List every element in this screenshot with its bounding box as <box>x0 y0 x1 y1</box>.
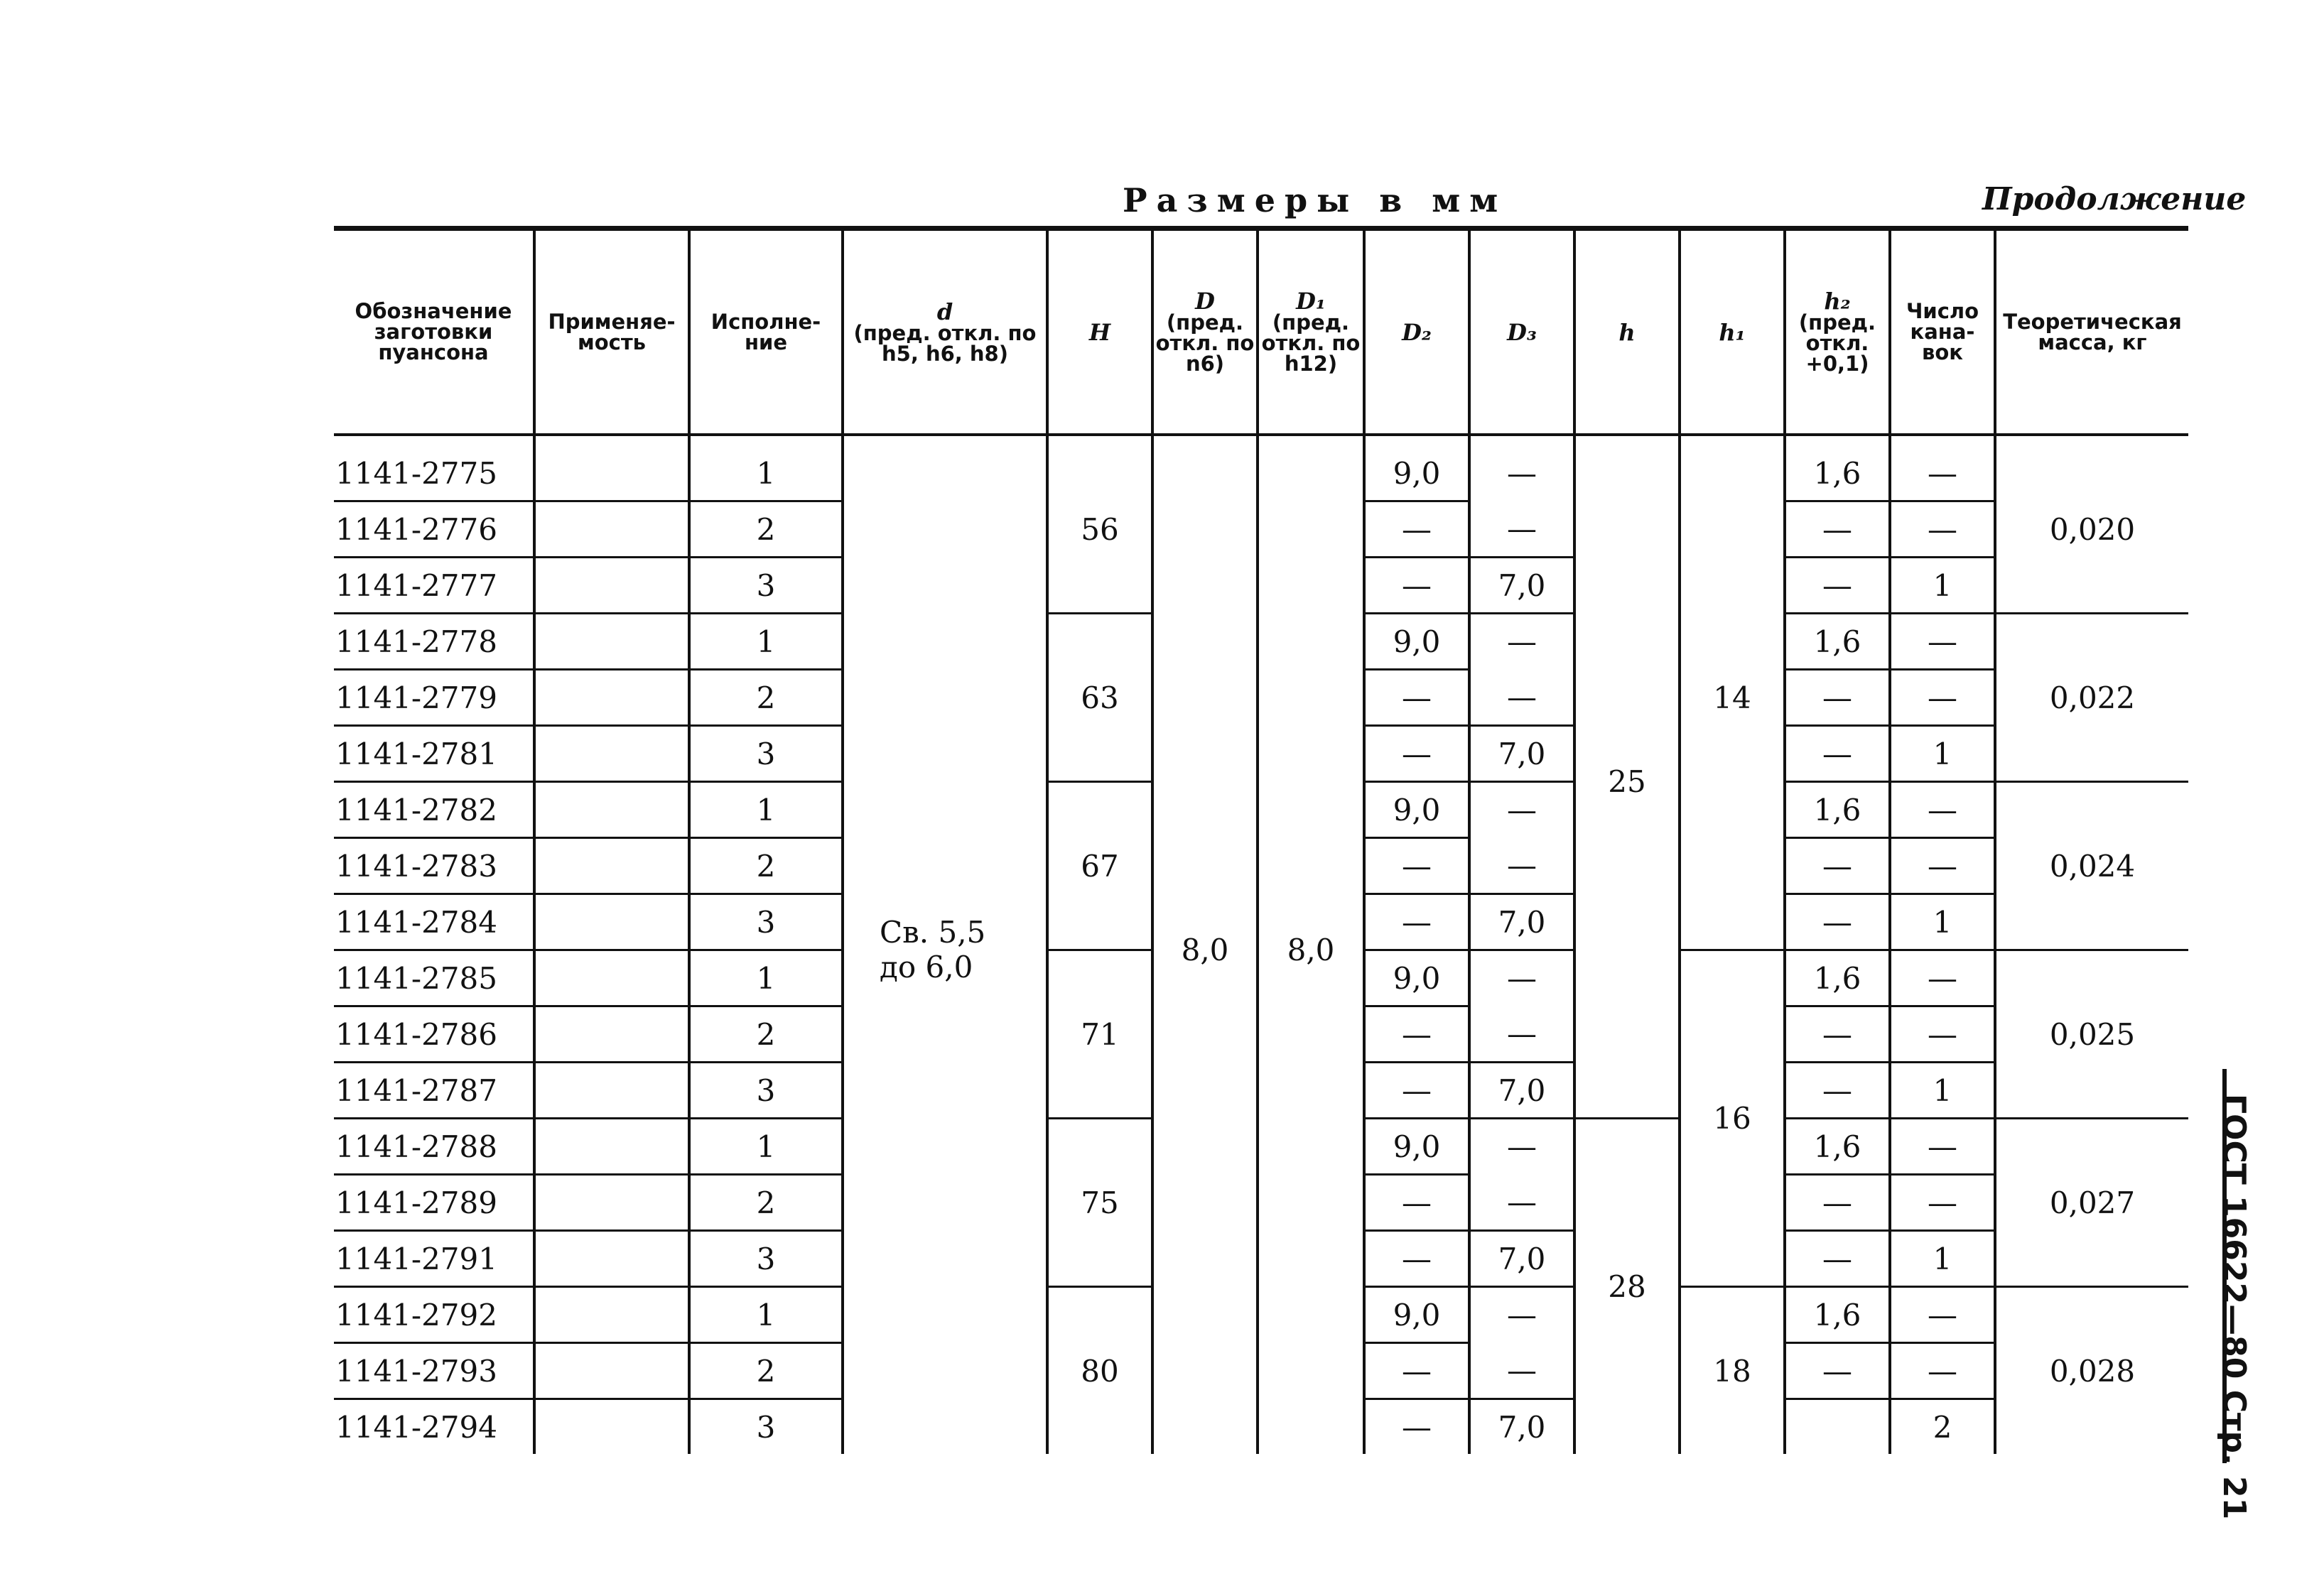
row-grooves: — <box>1890 670 1995 726</box>
row-grooves: — <box>1890 838 1995 894</box>
header-h-symbol: h <box>1618 318 1636 346</box>
d-range-to: до 6,0 <box>880 949 973 984</box>
header-applicability: Применяе- мость <box>534 229 689 435</box>
row-D3: 7,0 <box>1469 894 1574 950</box>
row-h2: 1,6 <box>1785 435 1890 501</box>
row-D3: — <box>1469 1119 1574 1175</box>
h1-value: 18 <box>1680 1287 1785 1455</box>
header-h2-note: (пред. откл. +0,1) <box>1798 310 1876 376</box>
row-D3: — <box>1469 1175 1574 1231</box>
header-H <box>1047 229 1152 435</box>
row-D2: 9,0 <box>1364 782 1469 838</box>
row-version: 2 <box>689 670 843 726</box>
header-D1 <box>1258 229 1364 435</box>
row-h2: — <box>1785 558 1890 614</box>
row-grooves: — <box>1890 435 1995 501</box>
row-h2: — <box>1785 1006 1890 1063</box>
row-version: 1 <box>689 1287 843 1343</box>
row-D2: — <box>1364 501 1469 558</box>
header-H-symbol: H <box>1088 318 1111 346</box>
h-value: 25 <box>1574 435 1680 1119</box>
row-grooves: — <box>1890 950 1995 1006</box>
row-D3: 7,0 <box>1469 558 1574 614</box>
row-grooves: 1 <box>1890 1231 1995 1287</box>
row-D2: — <box>1364 1343 1469 1399</box>
row-D2: 9,0 <box>1364 435 1469 501</box>
d-range-cell <box>843 435 1047 1454</box>
row-D3: — <box>1469 501 1574 558</box>
row-version: 1 <box>689 782 843 838</box>
row-D2: — <box>1364 894 1469 950</box>
row-grooves: 1 <box>1890 558 1995 614</box>
row-grooves: 1 <box>1890 894 1995 950</box>
H-value: 67 <box>1047 782 1152 950</box>
row-applicability <box>534 614 689 670</box>
row-applicability <box>534 1343 689 1399</box>
header-D3 <box>1469 229 1574 435</box>
row-applicability <box>534 838 689 894</box>
header-version: Исполне- ние <box>689 229 843 435</box>
row-code: 1141-2793 <box>334 1343 534 1399</box>
row-D2: — <box>1364 1399 1469 1455</box>
row-D3: — <box>1469 670 1574 726</box>
row-h2: — <box>1785 1343 1890 1399</box>
row-version: 3 <box>689 1063 843 1119</box>
header-h <box>1574 229 1680 435</box>
row-h2: 1,6 <box>1785 1119 1890 1175</box>
row-applicability <box>534 1231 689 1287</box>
row-version: 3 <box>689 1231 843 1287</box>
row-code: 1141-2778 <box>334 614 534 670</box>
row-version: 3 <box>689 894 843 950</box>
row-D2: — <box>1364 558 1469 614</box>
row-code: 1141-2789 <box>334 1175 534 1231</box>
header-grooves: Число кана- вок <box>1890 229 1995 435</box>
row-code: 1141-2784 <box>334 894 534 950</box>
row-applicability <box>534 1175 689 1231</box>
header-D3-symbol: D₃ <box>1507 318 1537 346</box>
row-code: 1141-2775 <box>334 435 534 501</box>
header-D1-note: (пред. откл. по h12) <box>1261 310 1361 376</box>
row-grooves: 2 <box>1890 1399 1995 1455</box>
h1-value: 16 <box>1680 950 1785 1287</box>
H-value: 56 <box>1047 435 1152 614</box>
header-h1-symbol: h₁ <box>1719 318 1746 346</box>
row-h2: — <box>1785 1063 1890 1119</box>
row-grooves: — <box>1890 1175 1995 1231</box>
row-applicability <box>534 435 689 501</box>
row-D2: — <box>1364 670 1469 726</box>
row-h2 <box>1785 1399 1890 1455</box>
row-grooves: — <box>1890 614 1995 670</box>
row-D2: — <box>1364 726 1469 782</box>
H-value: 75 <box>1047 1119 1152 1287</box>
dimensions-title: Размеры в мм <box>1123 181 1508 219</box>
row-code: 1141-2777 <box>334 558 534 614</box>
row-code: 1141-2782 <box>334 782 534 838</box>
row-grooves: 1 <box>1890 726 1995 782</box>
row-code: 1141-2788 <box>334 1119 534 1175</box>
mass-value: 0,024 <box>1995 782 2188 950</box>
row-D2: — <box>1364 1231 1469 1287</box>
header-D-symbol: D <box>1195 288 1215 315</box>
row-code: 1141-2786 <box>334 1006 534 1063</box>
header-d-note: (пред. откл. по h5, h6, h8) <box>853 320 1037 366</box>
row-code: 1141-2776 <box>334 501 534 558</box>
row-D2: — <box>1364 1175 1469 1231</box>
header-D2 <box>1364 229 1469 435</box>
row-applicability <box>534 1399 689 1455</box>
header-D2-symbol: D₂ <box>1402 318 1432 346</box>
row-D3: — <box>1469 614 1574 670</box>
row-grooves: 1 <box>1890 1063 1995 1119</box>
row-code: 1141-2794 <box>334 1399 534 1455</box>
row-version: 2 <box>689 838 843 894</box>
row-D3: — <box>1469 1343 1574 1399</box>
d-range-from: Св. 5,5 <box>880 915 986 950</box>
row-version: 3 <box>689 1399 843 1455</box>
row-D2: 9,0 <box>1364 614 1469 670</box>
mass-value: 0,028 <box>2049 1353 2136 1389</box>
row-h2: — <box>1785 894 1890 950</box>
D1-value: 8,0 <box>1258 435 1364 1454</box>
header-d <box>843 229 1047 435</box>
row-version: 3 <box>689 726 843 782</box>
header-D-note: (пред. откл. по n6) <box>1155 310 1255 376</box>
mass-value: 0,022 <box>1995 614 2188 782</box>
row-grooves: — <box>1890 1287 1995 1343</box>
row-applicability <box>534 1287 689 1343</box>
row-grooves: — <box>1890 501 1995 558</box>
row-D3: 7,0 <box>1469 1399 1574 1455</box>
row-D2: 9,0 <box>1364 1119 1469 1175</box>
row-D2: 9,0 <box>1364 950 1469 1006</box>
row-h2: — <box>1785 670 1890 726</box>
row-version: 1 <box>689 1119 843 1175</box>
row-D2: 9,0 <box>1364 1287 1469 1343</box>
H-value: 71 <box>1047 950 1152 1119</box>
row-version: 1 <box>689 950 843 1006</box>
header-mass: Теоретическая масса, кг <box>1995 229 2188 435</box>
row-applicability <box>534 1119 689 1175</box>
row-h2: — <box>1785 501 1890 558</box>
row-version: 2 <box>689 1006 843 1063</box>
row-grooves: — <box>1890 1006 1995 1063</box>
row-version: 1 <box>689 614 843 670</box>
row-code: 1141-2792 <box>334 1287 534 1343</box>
row-D3: — <box>1469 950 1574 1006</box>
header-D1-symbol: D₁ <box>1296 288 1326 315</box>
row-code: 1141-2781 <box>334 726 534 782</box>
dimensions-table <box>334 226 2188 1454</box>
row-code: 1141-2787 <box>334 1063 534 1119</box>
row-h2: — <box>1785 726 1890 782</box>
table-row <box>334 435 2188 501</box>
row-D3: — <box>1469 838 1574 894</box>
row-version: 1 <box>689 435 843 501</box>
row-version: 2 <box>689 501 843 558</box>
row-h2: — <box>1785 1175 1890 1231</box>
row-applicability <box>534 1063 689 1119</box>
row-applicability <box>534 501 689 558</box>
row-applicability <box>534 726 689 782</box>
row-grooves: — <box>1890 782 1995 838</box>
h1-value: 14 <box>1680 435 1785 950</box>
table-header-row <box>334 229 2188 435</box>
row-h2: — <box>1785 838 1890 894</box>
row-D3: 7,0 <box>1469 1063 1574 1119</box>
row-h2: 1,6 <box>1785 950 1890 1006</box>
header-designation: Обозначение заготовки пуансона <box>334 229 534 435</box>
row-D3: — <box>1469 1287 1574 1343</box>
row-h2: — <box>1785 1231 1890 1287</box>
h-value: 28 <box>1574 1119 1680 1455</box>
row-applicability <box>534 670 689 726</box>
row-version: 3 <box>689 558 843 614</box>
row-D3: 7,0 <box>1469 1231 1574 1287</box>
row-version: 2 <box>689 1175 843 1231</box>
H-value: 63 <box>1047 614 1152 782</box>
row-applicability <box>534 1006 689 1063</box>
mass-value: 0,020 <box>1995 435 2188 614</box>
row-D2: — <box>1364 838 1469 894</box>
header-d-symbol: d <box>936 298 953 325</box>
row-D3: — <box>1469 1006 1574 1063</box>
header-h2-symbol: h₂ <box>1824 288 1851 315</box>
row-h2: 1,6 <box>1785 782 1890 838</box>
continuation-label: Продолжение <box>1982 181 2247 217</box>
D-value: 8,0 <box>1152 435 1258 1454</box>
standard-page-label: ГОСТ 16622—80 Стр. 21 <box>2216 1094 2252 1520</box>
header-h2 <box>1785 229 1890 435</box>
row-version: 2 <box>689 1343 843 1399</box>
header-h1 <box>1680 229 1785 435</box>
row-D3: 7,0 <box>1469 726 1574 782</box>
header-D <box>1152 229 1258 435</box>
row-h2: 1,6 <box>1785 614 1890 670</box>
row-applicability <box>534 782 689 838</box>
row-applicability <box>534 950 689 1006</box>
row-D3: — <box>1469 782 1574 838</box>
row-code: 1141-2785 <box>334 950 534 1006</box>
row-grooves: — <box>1890 1119 1995 1175</box>
row-grooves: — <box>1890 1343 1995 1399</box>
table-body <box>334 435 2188 1454</box>
H-value: 80 <box>1047 1287 1152 1455</box>
row-applicability <box>534 558 689 614</box>
mass-value: 0,027 <box>1995 1119 2188 1287</box>
row-code: 1141-2791 <box>334 1231 534 1287</box>
row-D3: — <box>1469 435 1574 501</box>
row-D2: — <box>1364 1006 1469 1063</box>
mass-value: 0,025 <box>1995 950 2188 1119</box>
row-code: 1141-2779 <box>334 670 534 726</box>
row-h2: 1,6 <box>1785 1287 1890 1343</box>
row-D2: — <box>1364 1063 1469 1119</box>
row-code: 1141-2783 <box>334 838 534 894</box>
row-applicability <box>534 894 689 950</box>
